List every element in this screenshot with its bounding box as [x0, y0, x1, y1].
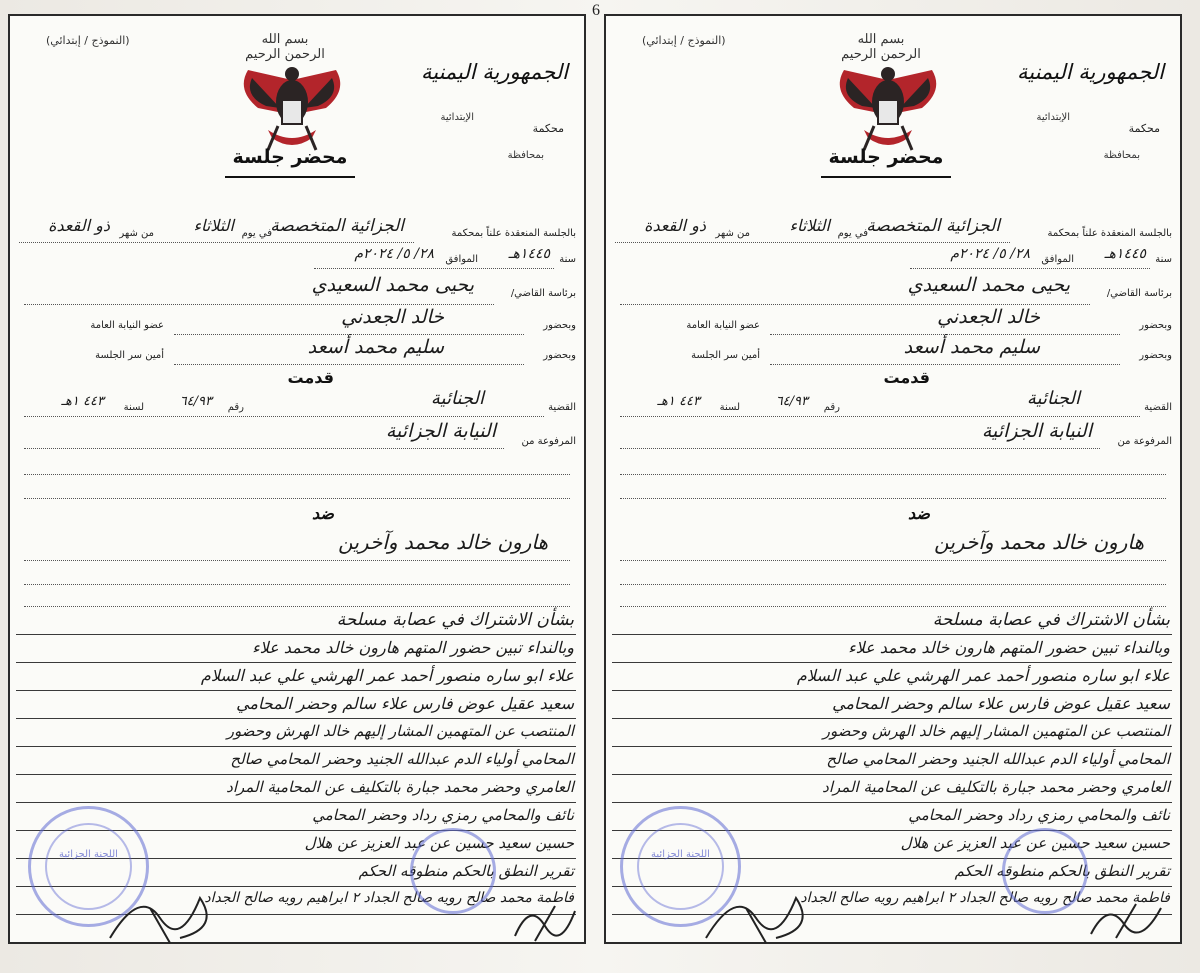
- republic-name: الجمهورية اليمنية: [420, 60, 568, 84]
- blank-line-1: [620, 474, 1166, 475]
- rule-2: [612, 662, 1172, 663]
- body-line-5: المنتصب عن المتهمين المشار إليهم خالد الهرش وحضور: [822, 722, 1170, 740]
- body-line-8: نائف والمحامي رمزي رداد وحضر المحامي: [312, 806, 574, 824]
- body-line-6: المحامي أولياء الدم عبدالله الجنيد وحضر المحامي صالح: [230, 750, 574, 768]
- page-number: 6: [592, 2, 600, 19]
- stamp-text: اللجنة الجزائية: [651, 849, 710, 860]
- governorate-label: بمحافظة: [1103, 150, 1140, 161]
- court-type: الإبتدائية: [1036, 112, 1070, 123]
- body-line-2: وبالنداء تبين حضور المتهم هارون خالد محمد علاء: [252, 638, 574, 657]
- rule-5: [16, 746, 576, 747]
- body-line-3: علاء ابو ساره منصور أحمد عمر الهرشي علي عبد السلام: [796, 666, 1170, 685]
- session-intro-label: بالجلسة المنعقدة علناً بمحكمة: [1047, 228, 1172, 239]
- case-label: القضية: [548, 402, 576, 413]
- number-label: رقم: [823, 402, 840, 413]
- month-label: من شهر: [119, 228, 154, 239]
- raised-by-line: [24, 448, 504, 449]
- corresponding-label: الموافق: [445, 254, 478, 265]
- rule-7: [612, 802, 1172, 803]
- title-underline: [225, 176, 355, 178]
- blank-line-4: [620, 606, 1166, 607]
- month-value: ذو القعدة: [644, 216, 706, 235]
- session-line-1: [19, 242, 414, 243]
- clerk-line: [174, 364, 524, 365]
- clerk-name: سليم محمد أسعد: [903, 336, 1040, 358]
- body-line-2: وبالنداء تبين حضور المتهم هارون خالد محمد علاء: [848, 638, 1170, 657]
- against-heading: ضد: [908, 504, 930, 523]
- day-value: الثلاثاء: [789, 216, 830, 235]
- case-type: الجنائية: [1026, 388, 1080, 409]
- body-line-1: بشأن الاشتراك في عصابة مسلحة: [336, 610, 574, 630]
- session-record-sheet-right: [604, 14, 1182, 944]
- judge-label: برئاسة القاضي/: [510, 288, 576, 299]
- defendants-line: [620, 560, 1166, 561]
- session-line-2: [314, 268, 554, 269]
- blank-line-3: [620, 584, 1166, 585]
- rule-3: [612, 690, 1172, 691]
- blank-line-3: [24, 584, 570, 585]
- title-underline: [821, 176, 951, 178]
- case-type: الجنائية: [430, 388, 484, 409]
- clerk-line: [770, 364, 1120, 365]
- corresponding-value: ٢٨/ ٥/ ٢٠٢٤م: [950, 246, 1030, 262]
- blank-line-2: [620, 498, 1166, 499]
- corresponding-label: الموافق: [1041, 254, 1074, 265]
- session-record-sheet-left: [8, 14, 586, 944]
- signature-mark-icon: [100, 878, 240, 948]
- corresponding-value: ٢٨/ ٥/ ٢٠٢٤م: [354, 246, 434, 262]
- blank-line-4: [24, 606, 570, 607]
- year-value: ١٤٤٥هـ: [1104, 246, 1146, 262]
- attendance-label-2: وبحضور: [1139, 350, 1172, 361]
- day-label: في يوم: [241, 228, 272, 239]
- year-label: سنة: [1155, 254, 1172, 265]
- court-name: الجزائية المتخصصة: [866, 216, 1000, 236]
- court-name: الجزائية المتخصصة: [270, 216, 404, 236]
- body-line-7: العامري وحضر محمد جبارة بالتكليف عن المحامية المراد: [822, 778, 1170, 796]
- yemen-eagle-emblem-icon: [228, 60, 356, 160]
- court-label: محكمة: [1128, 122, 1160, 135]
- rule-6: [16, 774, 576, 775]
- defendants: هارون خالد محمد وآخرين: [338, 530, 548, 554]
- republic-name: الجمهورية اليمنية: [1016, 60, 1164, 84]
- body-line-11: فاطمة محمد صالح رويه صالح الجداد ٢ ابراهيم رويه صالح الجداد: [204, 890, 574, 906]
- rule-2: [16, 662, 576, 663]
- number-label: رقم: [227, 402, 244, 413]
- body-line-9: حسين سعيد حسين عن عبد العزيز عن هلال: [304, 834, 574, 852]
- body-line-3: علاء ابو ساره منصور أحمد عمر الهرشي علي عبد السلام: [200, 666, 574, 685]
- case-line: [24, 416, 544, 417]
- attendance-label-1: وبحضور: [543, 320, 576, 331]
- body-line-4: سعيد عقيل عوض فارس علاء سالم وحضر المحامي: [236, 694, 574, 713]
- rule-4: [612, 718, 1172, 719]
- year-label: سنة: [559, 254, 576, 265]
- prosecution-role: عضو النيابة العامة: [686, 320, 760, 331]
- rule-6: [612, 774, 1172, 775]
- basmala: بسم الله الرحمن الرحيم: [245, 32, 325, 62]
- clerk-name: سليم محمد أسعد: [307, 336, 444, 358]
- case-year-value: ٤٤٣ ١هـ: [61, 394, 104, 409]
- blank-line-1: [24, 474, 570, 475]
- prosecution-member: خالد الجعدني: [937, 306, 1040, 328]
- presented-heading: قدمت: [287, 368, 334, 387]
- governorate-label: بمحافظة: [507, 150, 544, 161]
- clerk-role: أمين سر الجلسة: [691, 350, 760, 361]
- body-line-10: تقرير النطق بالحكم منطوقه الحكم: [954, 862, 1170, 880]
- defendants-line: [24, 560, 570, 561]
- attendance-label-2: وبحضور: [543, 350, 576, 361]
- number-value: ٦٤/٩٣: [179, 394, 212, 409]
- rule-1: [612, 634, 1172, 635]
- case-line: [620, 416, 1140, 417]
- against-heading: ضد: [312, 504, 334, 523]
- signature-mark-icon: [510, 896, 580, 946]
- judge-name: يحيى محمد السعيدي: [907, 274, 1070, 296]
- body-line-8: نائف والمحامي رمزي رداد وحضر المحامي: [908, 806, 1170, 824]
- document-title: محضر جلسة: [232, 146, 348, 168]
- judge-label: برئاسة القاضي/: [1106, 288, 1172, 299]
- signature-mark-icon: [696, 878, 836, 948]
- raised-by: النيابة الجزائية: [981, 420, 1092, 442]
- year-value: ١٤٤٥هـ: [508, 246, 550, 262]
- form-model-note: (النموذج / إبتدائي): [46, 34, 130, 47]
- case-year-label: لسنة: [719, 402, 740, 413]
- raised-by-label: المرفوعة من: [1117, 436, 1172, 447]
- month-value: ذو القعدة: [48, 216, 110, 235]
- defendants: هارون خالد محمد وآخرين: [934, 530, 1144, 554]
- prosecution-member: خالد الجعدني: [341, 306, 444, 328]
- stamp-text: اللجنة الجزائية: [59, 849, 118, 860]
- body-line-1: بشأن الاشتراك في عصابة مسلحة: [932, 610, 1170, 630]
- body-line-9: حسين سعيد حسين عن عبد العزيز عن هلال: [900, 834, 1170, 852]
- body-line-10: تقرير النطق بالحكم منطوقه الحكم: [358, 862, 574, 880]
- signature-mark-icon: [1086, 896, 1166, 941]
- prosecution-role: عضو النيابة العامة: [90, 320, 164, 331]
- yemen-eagle-emblem-icon: [824, 60, 952, 160]
- clerk-role: أمين سر الجلسة: [95, 350, 164, 361]
- court-stamp-small-icon: [1002, 828, 1088, 914]
- document-title: محضر جلسة: [828, 146, 944, 168]
- judge-line: [24, 304, 494, 305]
- day-value: الثلاثاء: [193, 216, 234, 235]
- rule-3: [16, 690, 576, 691]
- rule-5: [612, 746, 1172, 747]
- raised-by-line: [620, 448, 1100, 449]
- court-label: محكمة: [532, 122, 564, 135]
- case-year-value: ٤٤٣ ١هـ: [657, 394, 700, 409]
- judge-line: [620, 304, 1090, 305]
- day-label: في يوم: [837, 228, 868, 239]
- scan-bottom-strip: [0, 946, 1200, 973]
- court-stamp-small-icon: [410, 828, 496, 914]
- rule-7: [16, 802, 576, 803]
- presented-heading: قدمت: [883, 368, 930, 387]
- case-year-label: لسنة: [123, 402, 144, 413]
- judge-name: يحيى محمد السعيدي: [311, 274, 474, 296]
- prosecution-line: [770, 334, 1120, 335]
- prosecution-line: [174, 334, 524, 335]
- session-intro-label: بالجلسة المنعقدة علناً بمحكمة: [451, 228, 576, 239]
- body-line-4: سعيد عقيل عوض فارس علاء سالم وحضر المحامي: [832, 694, 1170, 713]
- rule-4: [16, 718, 576, 719]
- number-value: ٦٤/٩٣: [775, 394, 808, 409]
- body-line-6: المحامي أولياء الدم عبدالله الجنيد وحضر المحامي صالح: [826, 750, 1170, 768]
- rule-1: [16, 634, 576, 635]
- court-type: الإبتدائية: [440, 112, 474, 123]
- attendance-label-1: وبحضور: [1139, 320, 1172, 331]
- body-line-5: المنتصب عن المتهمين المشار إليهم خالد الهرش وحضور: [226, 722, 574, 740]
- basmala: بسم الله الرحمن الرحيم: [841, 32, 921, 62]
- session-line-2: [910, 268, 1150, 269]
- month-label: من شهر: [715, 228, 750, 239]
- raised-by-label: المرفوعة من: [521, 436, 576, 447]
- session-line-1: [615, 242, 1010, 243]
- blank-line-2: [24, 498, 570, 499]
- body-line-11: فاطمة محمد صالح رويه صالح الجداد ٢ ابراهيم رويه صالح الجداد: [800, 890, 1170, 906]
- body-line-7: العامري وحضر محمد جبارة بالتكليف عن المحامية المراد: [226, 778, 574, 796]
- form-model-note: (النموذج / إبتدائي): [642, 34, 726, 47]
- case-label: القضية: [1144, 402, 1172, 413]
- raised-by: النيابة الجزائية: [385, 420, 496, 442]
